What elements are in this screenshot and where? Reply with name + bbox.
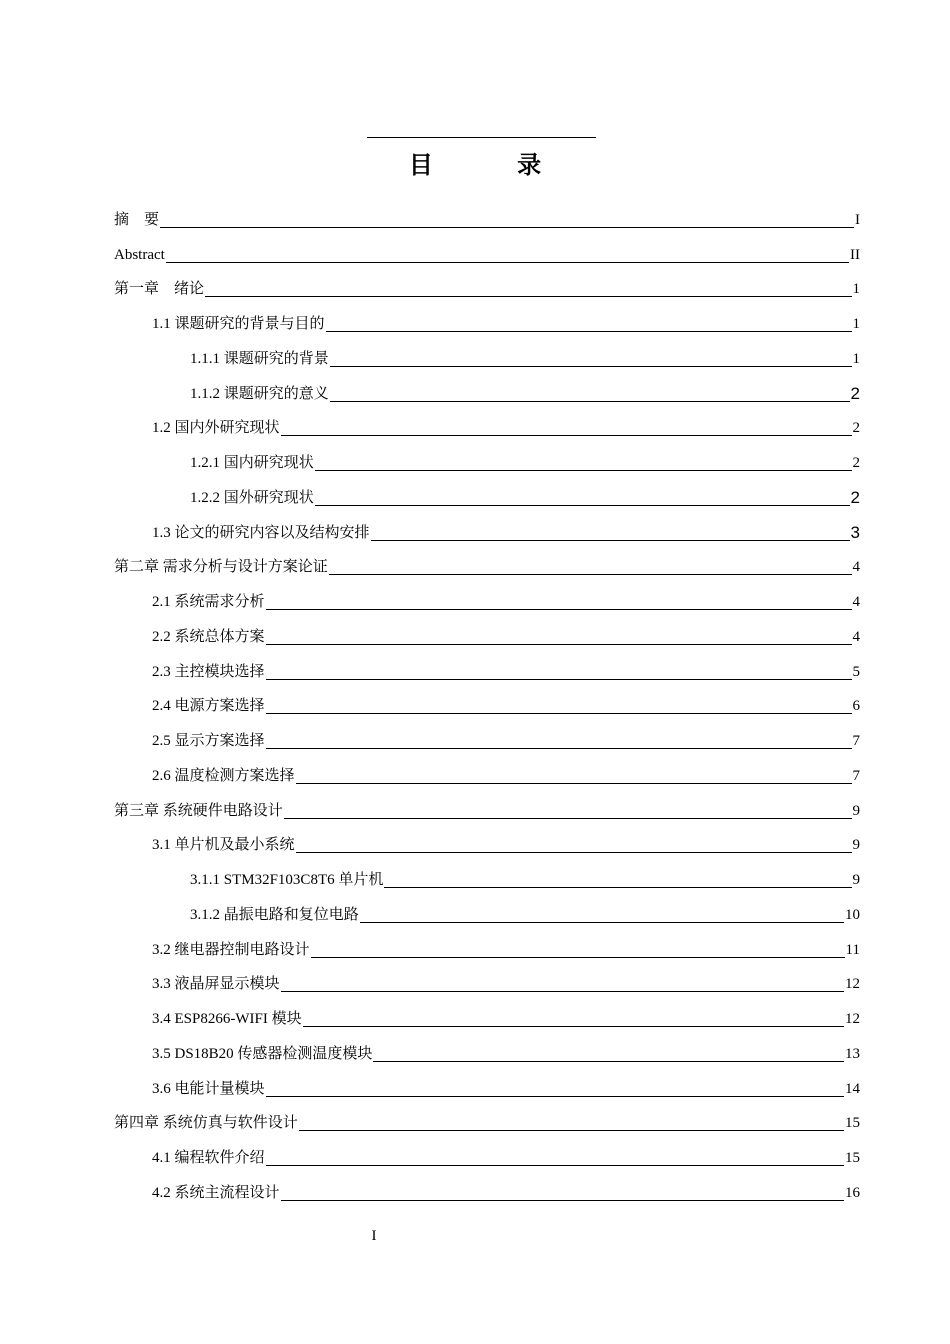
toc-entry-page: 1 [852, 281, 860, 298]
toc-leader-line [330, 366, 852, 367]
toc-entry-3-6[interactable] [114, 1065, 860, 1100]
toc-entry-chapter-2[interactable] [114, 544, 860, 579]
toc-leader-line [299, 1130, 844, 1131]
toc-leader-line [281, 991, 844, 992]
toc-entry-4-2[interactable] [114, 1169, 860, 1204]
toc-entry-3-3[interactable] [114, 961, 860, 996]
toc-entry-label: 4.1 编程软件介绍 [152, 1150, 265, 1166]
toc-entry-1-3[interactable] [114, 509, 860, 544]
toc-entry-page: 6 [852, 698, 860, 715]
toc-entry-label: 1.2.1 国内研究现状 [190, 455, 314, 471]
toc-entry-2-3[interactable] [114, 648, 860, 683]
toc-entry-page: 7 [852, 767, 860, 784]
toc-entry-page: 9 [852, 872, 860, 888]
toc-entry-label: 3.1.1 STM32F103C8T6 单片机 [190, 872, 384, 888]
toc-entry-chapter-3[interactable] [114, 787, 860, 822]
page-title: 目 录 [408, 151, 580, 179]
toc-entry-page: II [850, 246, 860, 263]
toc-entry-page: 11 [845, 941, 860, 958]
toc-leader-line [360, 922, 844, 923]
toc-leader-line [266, 609, 852, 610]
toc-leader-line [266, 713, 852, 714]
toc-entry-label: 1.2 国内外研究现状 [152, 420, 280, 437]
toc-leader-line [296, 783, 852, 784]
toc-entry-label: Abstract [114, 246, 165, 263]
toc-leader-line [315, 470, 852, 471]
toc-entry-1-2[interactable] [114, 405, 860, 440]
toc-entry-page: 5 [852, 663, 860, 680]
toc-entry-2-4[interactable] [114, 683, 860, 718]
toc-entry-page: 14 [845, 1080, 860, 1097]
toc-entry-page: 2 [850, 383, 860, 403]
toc-leader-line [166, 262, 849, 263]
toc-entry-page: 1 [852, 350, 860, 367]
toc-leader-line [373, 1061, 844, 1062]
toc-entry-1-2-1[interactable] [114, 439, 860, 474]
toc-entry-2-5[interactable] [114, 717, 860, 752]
toc-entry-label: 3.2 继电器控制电路设计 [152, 941, 310, 958]
toc-entry-label: 2.1 系统需求分析 [152, 594, 265, 610]
toc-leader-line [326, 331, 852, 332]
toc-leader-line [160, 227, 854, 228]
toc-entry-3-1[interactable] [114, 822, 860, 857]
toc-entry-label: 2.3 主控模块选择 [152, 663, 265, 680]
toc-entry-label: 1.1.1 课题研究的背景 [190, 350, 329, 367]
toc-entry-abstract-en[interactable] [114, 231, 860, 266]
toc-entry-chapter-1[interactable] [114, 266, 860, 301]
toc-entry-label: 4.2 系统主流程设计 [152, 1184, 280, 1201]
toc-entry-page: 15 [845, 1150, 860, 1166]
toc-entry-2-2[interactable] [114, 613, 860, 648]
toc-entry-1-1[interactable] [114, 300, 860, 335]
toc-entry-page: 7 [852, 733, 860, 749]
toc-entry-label: 第四章 系统仿真与软件设计 [114, 1115, 298, 1132]
toc-entry-label: 摘 要 [114, 211, 160, 228]
toc-leader-line [281, 1200, 844, 1201]
toc-entry-label: 2.6 温度检测方案选择 [152, 767, 295, 784]
toc-entry-label: 3.1 单片机及最小系统 [152, 837, 295, 854]
toc-entry-3-1-2[interactable] [114, 891, 860, 926]
toc-entry-page: 15 [845, 1115, 860, 1132]
toc-entry-3-4[interactable] [114, 995, 860, 1030]
toc-entry-2-1[interactable] [114, 578, 860, 613]
toc-entry-label: 第二章 需求分析与设计方案论证 [114, 559, 328, 576]
table-of-contents [114, 196, 860, 1204]
toc-entry-1-1-1[interactable] [114, 335, 860, 370]
page-number: I [371, 1228, 377, 1244]
toc-entry-page: 2 [850, 487, 860, 507]
toc-entry-4-1[interactable] [114, 1134, 860, 1169]
toc-leader-line [330, 401, 850, 402]
toc-entry-abstract-cn[interactable] [114, 196, 860, 231]
toc-entry-chapter-4[interactable] [114, 1100, 860, 1135]
toc-leader-line [384, 887, 851, 888]
toc-entry-label: 3.6 电能计量模块 [152, 1080, 265, 1097]
toc-entry-1-1-2[interactable] [114, 370, 860, 405]
toc-entry-page: 16 [845, 1184, 860, 1201]
toc-entry-page: 12 [845, 1011, 860, 1027]
toc-leader-line [281, 435, 852, 436]
toc-leader-line [266, 748, 852, 749]
toc-entry-label: 3.1.2 晶振电路和复位电路 [190, 906, 359, 923]
toc-entry-page: 12 [845, 976, 860, 993]
toc-entry-3-1-1[interactable] [114, 856, 860, 891]
toc-leader-line [311, 957, 845, 958]
toc-entry-page: 2 [852, 420, 860, 437]
toc-entry-label: 3.3 液晶屏显示模块 [152, 976, 280, 993]
toc-entry-label: 3.4 ESP8266-WIFI 模块 [152, 1011, 302, 1027]
toc-entry-page: 13 [845, 1045, 860, 1062]
toc-leader-line [205, 296, 851, 297]
toc-entry-page: 9 [852, 837, 860, 854]
toc-entry-page: I [855, 211, 860, 228]
toc-entry-page: 1 [852, 316, 860, 332]
toc-entry-page: 4 [852, 559, 860, 576]
toc-entry-label: 1.1.2 课题研究的意义 [190, 385, 329, 402]
toc-entry-label: 1.3 论文的研究内容以及结构安排 [152, 524, 370, 541]
toc-leader-line [303, 1026, 844, 1027]
toc-leader-line [284, 818, 852, 819]
toc-leader-line [296, 852, 852, 853]
toc-entry-page: 9 [852, 802, 860, 819]
toc-leader-line [266, 679, 852, 680]
header-rule [367, 137, 596, 138]
toc-entry-label: 1.1 课题研究的背景与目的 [152, 316, 325, 332]
toc-leader-line [371, 540, 850, 541]
toc-entry-3-2[interactable] [114, 926, 860, 961]
toc-entry-page: 3 [850, 522, 860, 542]
toc-entry-page: 4 [852, 628, 860, 645]
toc-entry-label: 2.2 系统总体方案 [152, 628, 265, 645]
toc-entry-3-5[interactable] [114, 1030, 860, 1065]
toc-entry-label: 1.2.2 国外研究现状 [190, 489, 314, 506]
toc-leader-line [329, 574, 852, 575]
toc-entry-label: 2.4 电源方案选择 [152, 698, 265, 715]
toc-leader-line [266, 1165, 844, 1166]
toc-entry-page: 4 [852, 594, 860, 610]
toc-entry-2-6[interactable] [114, 752, 860, 787]
toc-leader-line [315, 505, 850, 506]
toc-entry-label: 第一章 绪论 [114, 281, 205, 298]
toc-leader-line [266, 644, 852, 645]
toc-leader-line [266, 1096, 844, 1097]
toc-entry-page: 10 [845, 906, 860, 923]
toc-entry-label: 2.5 显示方案选择 [152, 733, 265, 749]
toc-entry-label: 3.5 DS18B20 传感器检测温度模块 [152, 1045, 373, 1062]
toc-entry-1-2-2[interactable] [114, 474, 860, 509]
toc-entry-label: 第三章 系统硬件电路设计 [114, 802, 283, 819]
toc-entry-page: 2 [852, 455, 860, 471]
